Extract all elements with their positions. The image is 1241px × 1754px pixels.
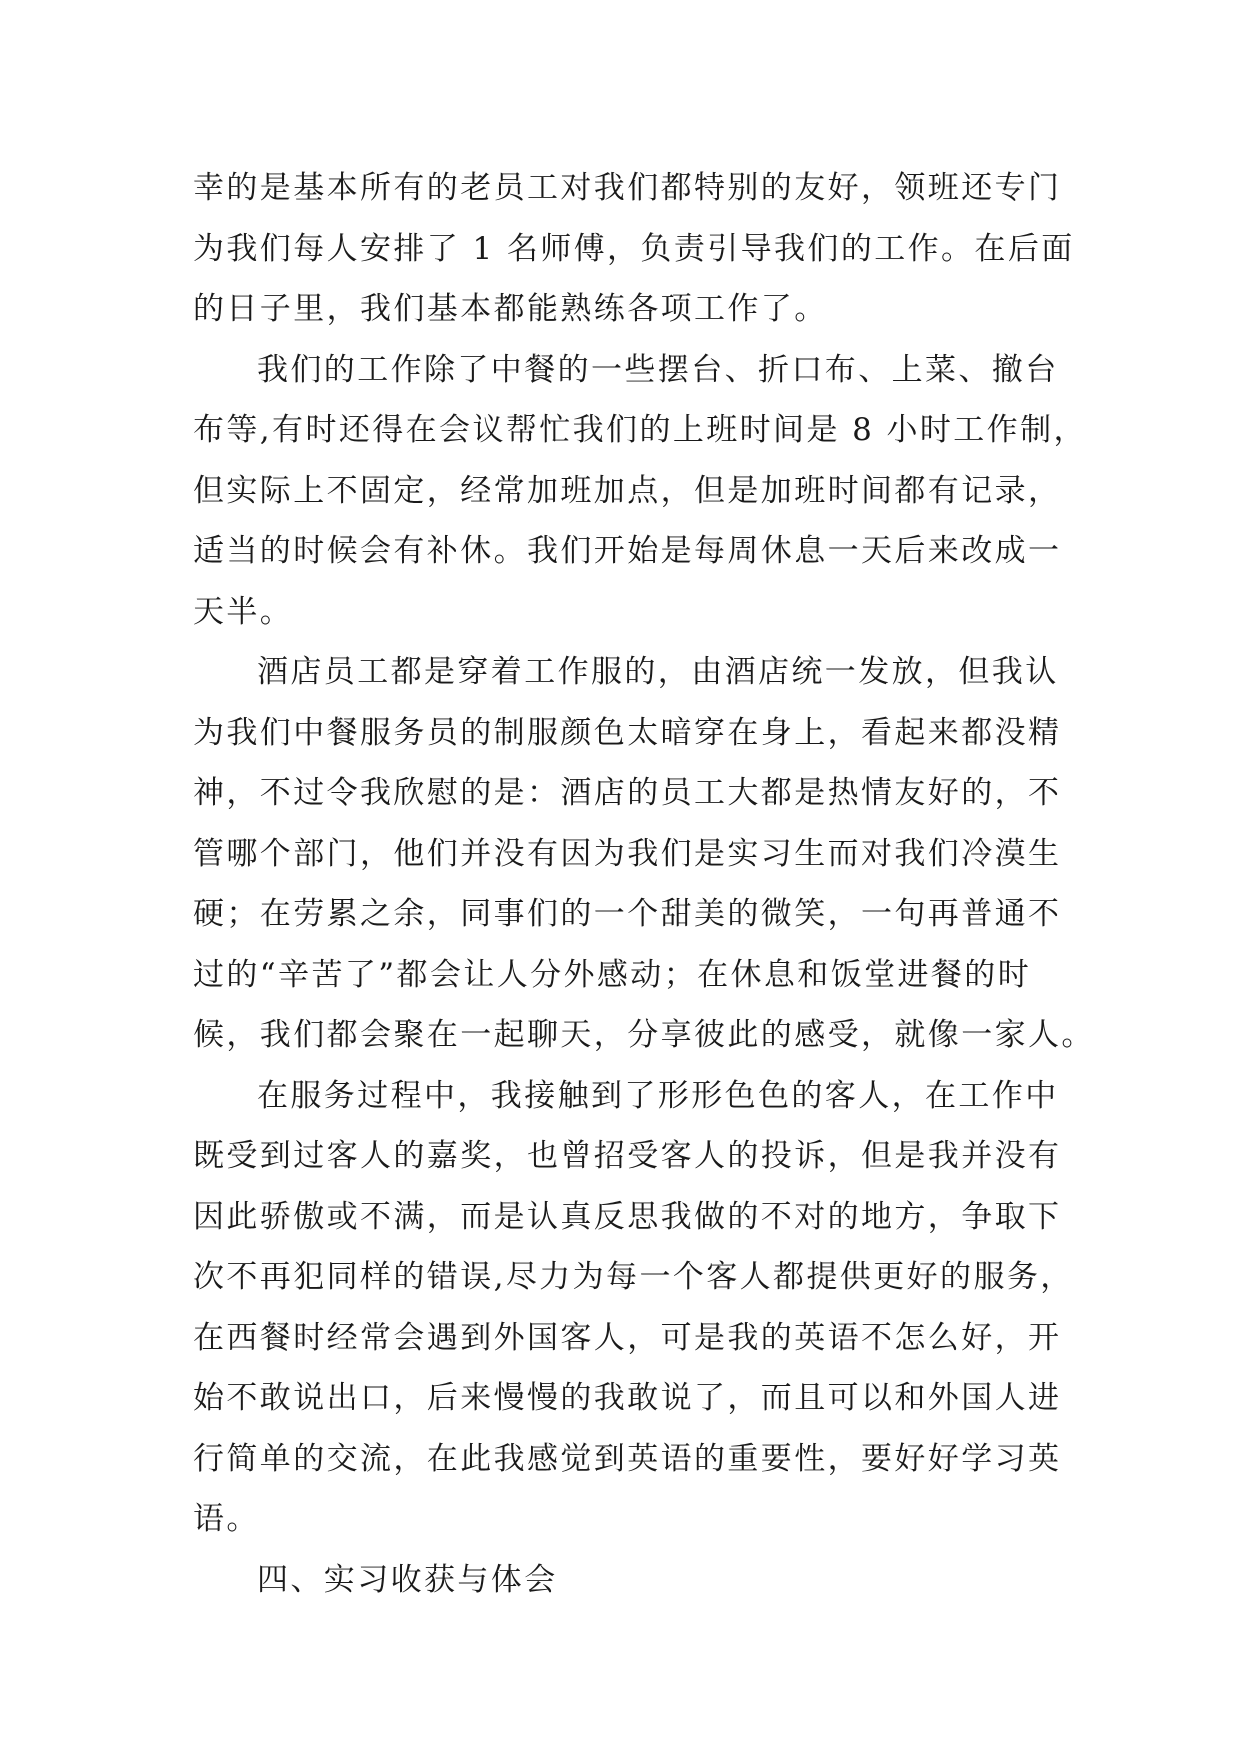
- text-line: 为我们中餐服务员的制服颜色太暗穿在身上，看起来都没精: [193, 714, 1062, 751]
- text-line: 次不再犯同样的错误,尽力为每一个客人都提供更好的服务，: [193, 1259, 1074, 1295]
- text-line: 既受到过客人的嘉奖，也曾招受客人的投诉，但是我并没有: [193, 1138, 1062, 1174]
- text-line: 管哪个部门，他们并没有因为我们是实习生而对我们冷漠生: [193, 835, 1062, 872]
- text-line: 幸的是基本所有的老员工对我们都特别的友好，领班还专门: [193, 170, 1062, 206]
- text-line: 神，不过令我欣慰的是：酒店的员工大都是热情友好的，不: [193, 775, 1062, 811]
- text-line: 过的“辛苦了”都会让人分外感动；在休息和饭堂进餐的时: [193, 956, 1032, 993]
- text-line: 为我们每人安排了 1 名师傅，负责引导我们的工作。在后面: [193, 230, 1075, 267]
- text-line: 在西餐时经常会遇到外国客人，可是我的英语不怎么好，开: [193, 1319, 1062, 1356]
- text-line: 硬；在劳累之余，同事们的一个甜美的微笑，一句再普通不: [193, 896, 1062, 932]
- text-line: 始不敢说出口，后来慢慢的我敢说了，而且可以和外国人进: [193, 1380, 1062, 1416]
- text-line: 我们的工作除了中餐的一些摆台、折口布、上菜、撤台: [257, 351, 1059, 388]
- text-line: 适当的时候会有补休。我们开始是每周休息一天后来改成一: [193, 533, 1062, 569]
- text-line: 因此骄傲或不满，而是认真反思我做的不对的地方，争取下: [193, 1198, 1062, 1235]
- text-line: 四、实习收获与体会: [257, 1561, 558, 1598]
- text-line: 酒店员工都是穿着工作服的，由酒店统一发放，但我认: [257, 654, 1059, 690]
- text-line: 但实际上不固定，经常加班加点，但是加班时间都有记录，: [193, 472, 1062, 509]
- text-line: 行简单的交流，在此我感觉到英语的重要性，要好好学习英: [193, 1440, 1062, 1477]
- text-line: 语。: [193, 1501, 260, 1537]
- document-body: [193, 158, 1095, 1610]
- text-line: 天半。: [193, 593, 294, 630]
- text-line: 的日子里，我们基本都能熟练各项工作了。: [193, 291, 828, 327]
- text-line: 在服务过程中，我接触到了形形色色的客人，在工作中: [257, 1077, 1059, 1114]
- text-line: 布等,有时还得在会议帮忙我们的上班时间是 8 小时工作制，: [193, 412, 1087, 448]
- text-line: 候，我们都会聚在一起聊天，分享彼此的感受，就像一家人。: [193, 1017, 1095, 1053]
